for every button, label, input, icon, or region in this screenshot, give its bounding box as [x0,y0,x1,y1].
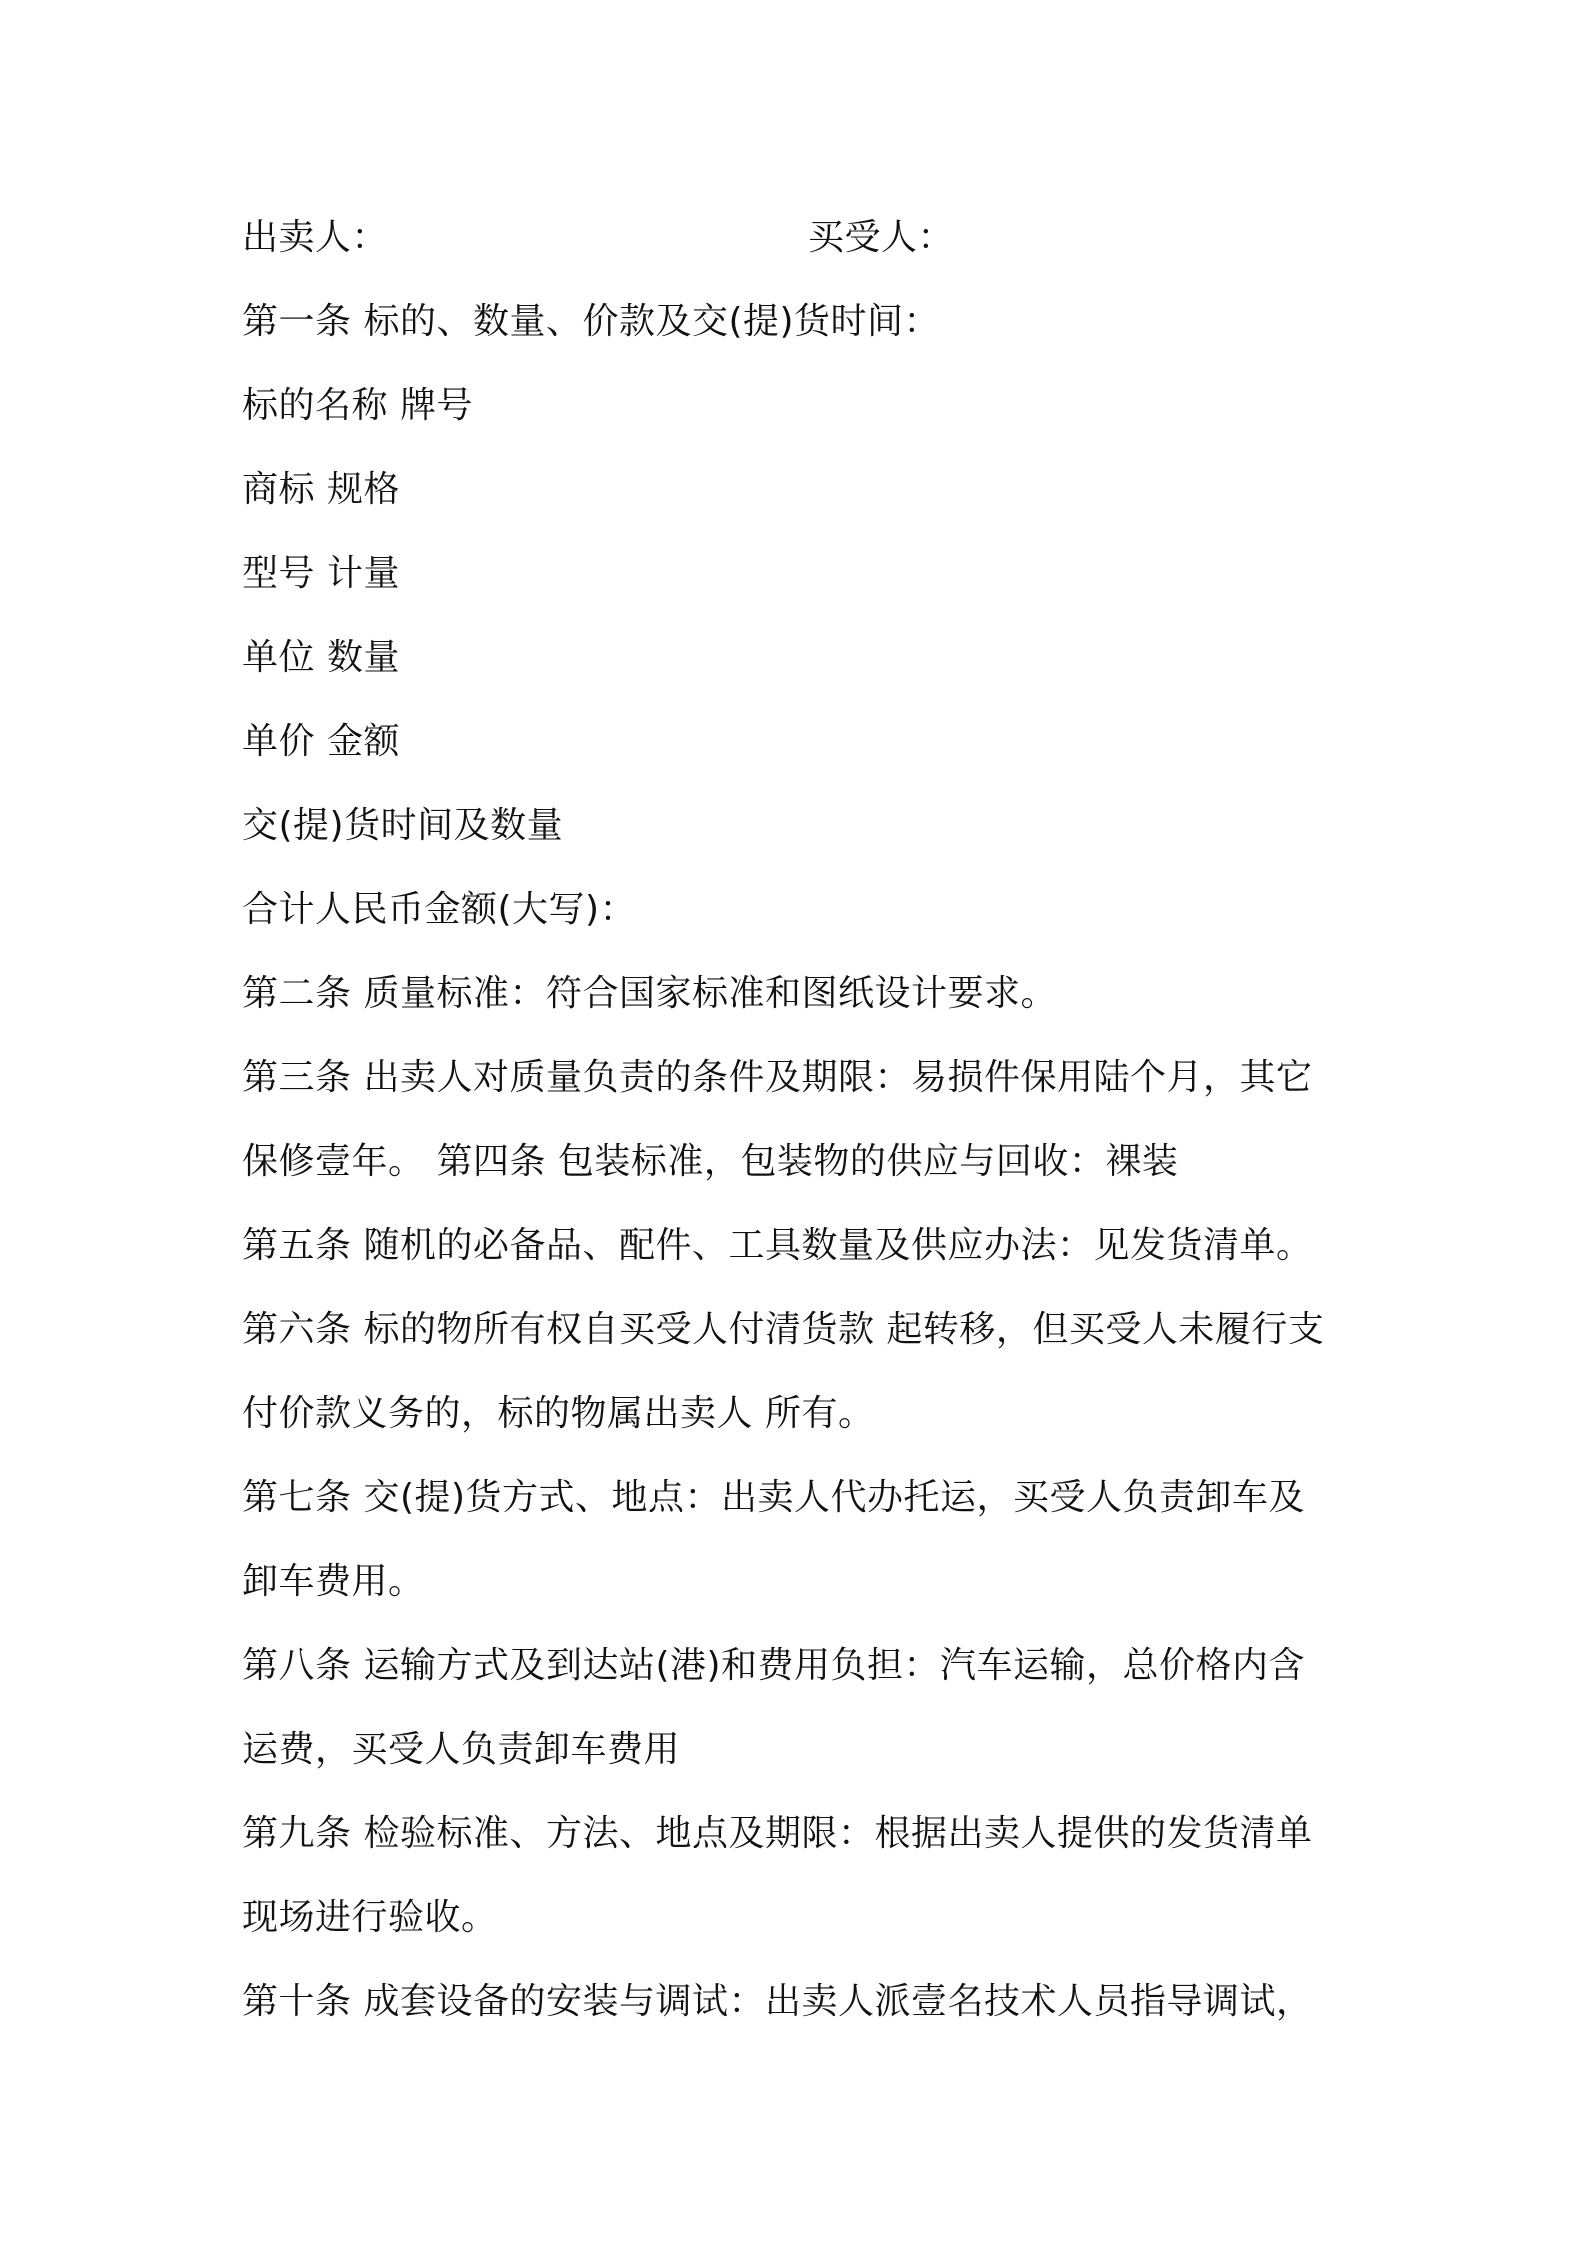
contract-line: 现场进行验收。 [242,1897,498,1938]
contract-line: 单位 数量 [242,637,400,678]
buyer-label: 买受人： [808,217,955,258]
seller-label: 出卖人： [242,217,389,258]
contract-line: 卸车费用。 [242,1561,425,1602]
contract-line: 运费，买受人负责卸车费用 [242,1729,681,1770]
contract-line: 保修壹年。 第四条 包装标准，包装物的供应与回收：裸装 [242,1141,1179,1182]
contract-line: 第九条 检验标准、方法、地点及期限：根据出卖人提供的发货清单 [242,1813,1313,1854]
contract-line: 单价 金额 [242,721,400,762]
contract-line: 合计人民币金额(大写)： [242,889,637,930]
contract-line: 第五条 随机的必备品、配件、工具数量及供应办法：见发货清单。 [242,1225,1313,1266]
contract-line: 型号 计量 [242,553,400,594]
parties-line [242,196,1372,280]
contract-line: 标的名称 牌号 [242,385,473,426]
contract-line: 第三条 出卖人对质量负责的条件及期限：易损件保用陆个月，其它 [242,1057,1313,1098]
contract-line: 第七条 交(提)货方式、地点：出卖人代办托运，买受人负责卸车及 [242,1477,1306,1518]
contract-line: 第二条 质量标准：符合国家标准和图纸设计要求。 [242,973,1057,1014]
contract-body [242,196,1372,2044]
contract-line: 商标 规格 [242,469,400,510]
contract-line: 第一条 标的、数量、价款及交(提)货时间： [242,301,941,342]
contract-line: 交(提)货时间及数量 [242,805,564,846]
contract-line: 第八条 运输方式及到达站(港)和费用负担：汽车运输，总价格内含 [242,1645,1306,1686]
contract-line: 第六条 标的物所有权自买受人付清货款 起转移，但买受人未履行支 [242,1309,1325,1350]
contract-line: 付价款义务的，标的物属出卖人 所有。 [242,1393,875,1434]
contract-line: 第十条 成套设备的安装与调试：出卖人派壹名技术人员指导调试， [242,1981,1313,2022]
